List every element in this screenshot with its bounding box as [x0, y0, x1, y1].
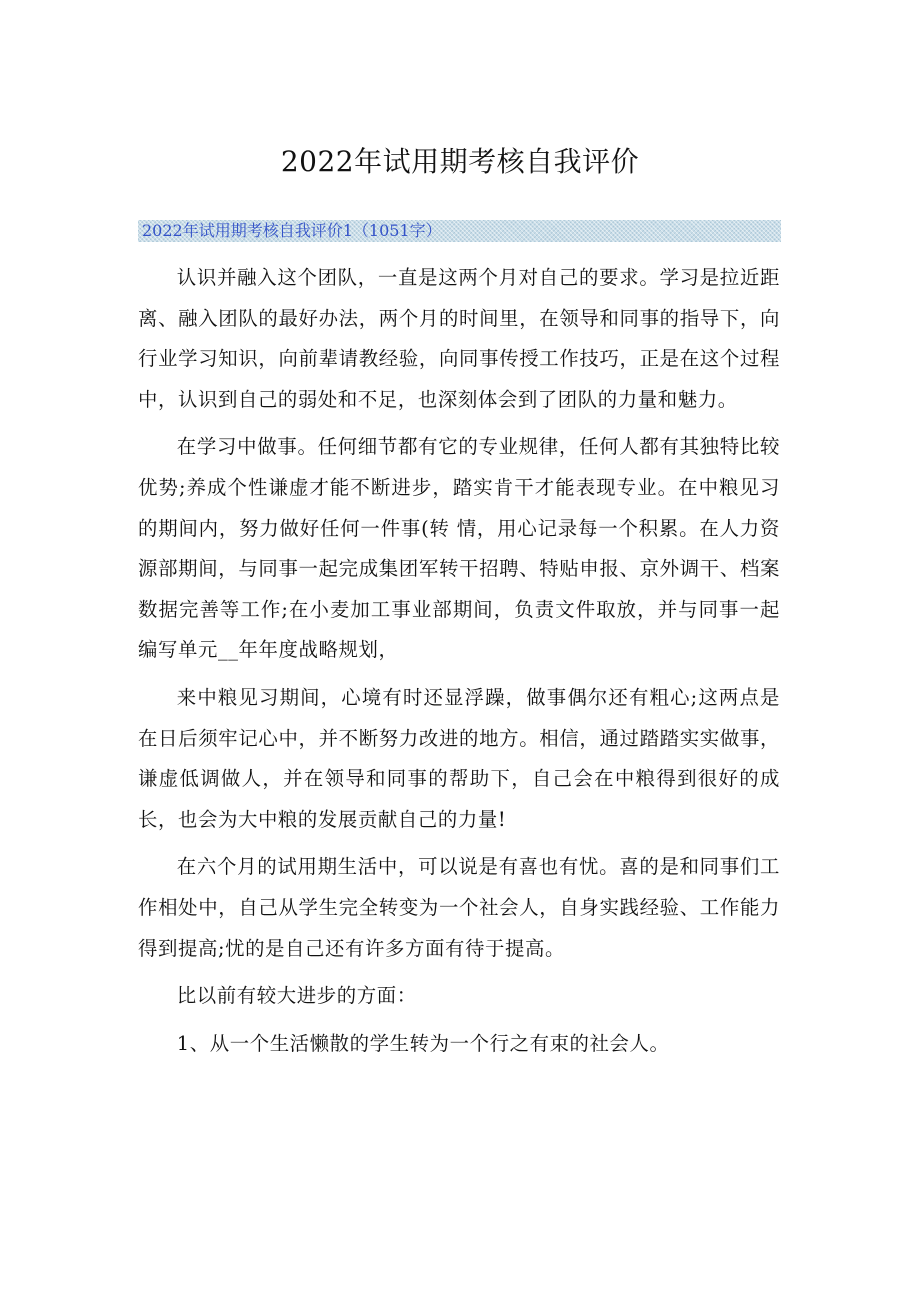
paragraph-5: 比以前有较大进步的方面： — [176, 984, 417, 1008]
section-heading: 2022年试用期考核自我评价1（1051字） — [138, 220, 781, 242]
document-title: 2022年试用期考核自我评价 — [280, 145, 640, 178]
paragraph-6: 1、从一个生活懒散的学生转为一个行之有束的社会人。 — [176, 1031, 670, 1055]
paragraph-3: 来中粮见习期间，心境有时还显浮躁，做事偶尔还有粗心;这两点是在日后须牢记心中，并不断努力改进的地方。相信，通过踏踏实实做事，谦虚低调做人，并在领导和同事的帮助下，自己会在中粮得到很好的成长，也会为大中粮的发展贡献自己的力量! — [138, 685, 780, 831]
paragraph-1: 认识并融入这个团队，一直是这两个月对自己的要求。学习是拉近距离、融入团队的最好办法，两个月的时间里，在领导和同事的指导下，向行业学习知识，向前辈请教经验，向同事传授工作技巧，正是在这个过程中，认识到自己的弱处和不足，也深刻体会到了团队的力量和魅力。 — [138, 266, 780, 411]
paragraph-4: 在六个月的试用期生活中，可以说是有喜也有忧。喜的是和同事们工作相处中，自己从学生完全转变为一个社会人，自身实践经验、工作能力得到提高;忧的是自己还有许多方面有待于提高。 — [138, 855, 780, 960]
paragraph-2: 在学习中做事。任何细节都有它的专业规律，任何人都有其独特比较优势;养成个性谦虚才能不断进步，踏实肯干才能表现专业。在中粮见习的期间内，努力做好任何一件事(转 情，用心记录每一个积累。在人力资源部期间，与同事一起完成集团军转干招聘、特贴申报、京外调干、档案数据完善等工作;在小麦加工事业部期间，负责文件取放，并与同事一起编写单元__年年度战略规划， — [138, 435, 780, 662]
document-body — [138, 258, 780, 1071]
